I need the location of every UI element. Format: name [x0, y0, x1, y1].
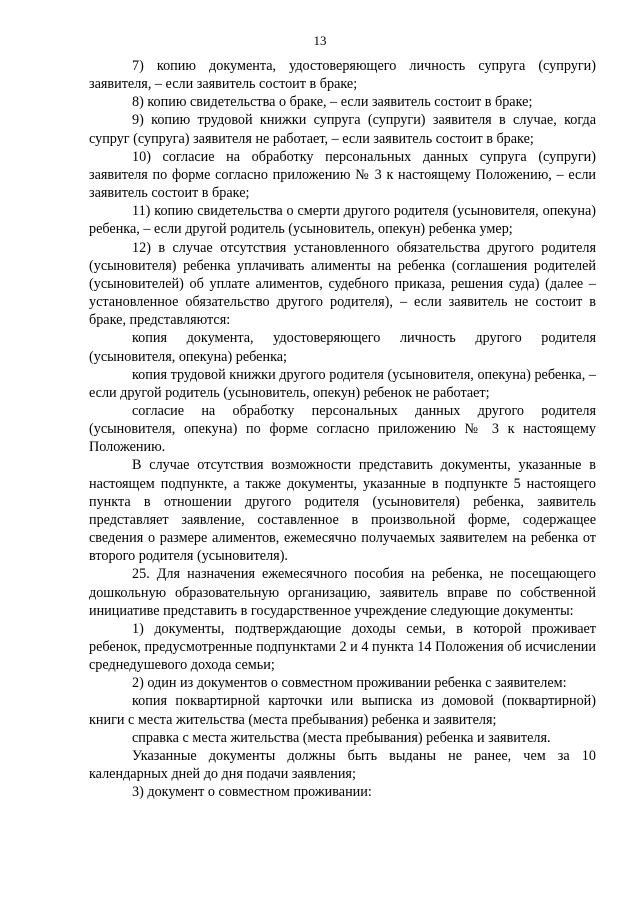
paragraph: копия поквартирной карточки или выписка из домовой (поквартирной) книги с места жительства (места пребывания) ребенка и заявителя;	[89, 693, 596, 728]
paragraph: справка с места жительства (места пребывания) ребенка и заявителя.	[132, 729, 551, 746]
document-body	[89, 57, 596, 801]
paragraph: 1) документы, подтверждающие доходы семьи, в которой проживает ребенок, предусмотренные подпунктами 2 и 4 пункта 14 Положения об исчислении среднедушевого дохода семьи;	[89, 620, 596, 674]
paragraph: 12) в случае отсутствия установленного обязательства другого родителя (усыновителя) ребенка уплачивать алименты на ребенка (соглашения родителей (усыновителей) об уплате алиментов, судебного приказа, решения суда) (далее – установленное обязательство другого родителя), – если заявитель не состоит в браке, представляются:	[89, 239, 596, 329]
paragraph: 7) копию документа, удостоверяющего личность супруга (супруги) заявителя, – если заявитель состоит в браке;	[89, 58, 596, 93]
paragraph: 11) копию свидетельства о смерти другого родителя (усыновителя, опекуна) ребенка, – если другой родитель (усыновитель, опекун) ребенка умер;	[89, 203, 596, 238]
paragraph: 3) документ о совместном проживании:	[132, 784, 372, 801]
paragraph: копия трудовой книжки другого родителя (усыновителя, опекуна) ребенка, – если другой родитель (усыновитель, опекун) ребенок не работает;	[89, 366, 596, 401]
page-number: 13	[313, 33, 327, 48]
paragraph: 9) копию трудовой книжки супруга (супруги) заявителя в случае, когда супруг (супруга) заявителя не работает, – если заявитель состоит в браке;	[89, 112, 596, 147]
paragraph: 10) согласие на обработку персональных данных супруга (супруги) заявителя по форме согласно приложению № 3 к настоящему Положению, – если заявитель состоит в браке;	[89, 148, 596, 202]
paragraph: копия документа, удостоверяющего личность другого родителя (усыновителя, опекуна) ребенка;	[89, 330, 596, 365]
paragraph: Указанные документы должны быть выданы не ранее, чем за 10 календарных дней до дня подачи заявления;	[89, 747, 596, 783]
paragraph: В случае отсутствия возможности представить документы, указанные в настоящем подпункте, а также документы, указанные в подпункте 5 настоящего пункта в отношении другого родителя (усыновителя) ребенка, заявитель представляет заявление, составленное в произвольной форме, содержащее сведения о размере алиментов, ежемесячно получаемых заявителем на ребенка от второго родителя (усыновителя).	[89, 457, 596, 565]
paragraph: 25. Для назначения ежемесячного пособия на ребенка, не посещающего дошкольную образовательную организацию, заявитель вправе по собственной инициативе представить в государственное учреждение следующие документы:	[89, 566, 596, 619]
paragraph: 8) копию свидетельства о браке, – если заявитель состоит в браке;	[132, 94, 533, 111]
paragraph: согласие на обработку персональных данных другого родителя (усыновителя, опекуна) по форме согласно приложению № 3 к настоящему Положению.	[89, 402, 596, 456]
paragraph: 2) один из документов о совместном проживании ребенка с заявителем:	[132, 675, 567, 692]
